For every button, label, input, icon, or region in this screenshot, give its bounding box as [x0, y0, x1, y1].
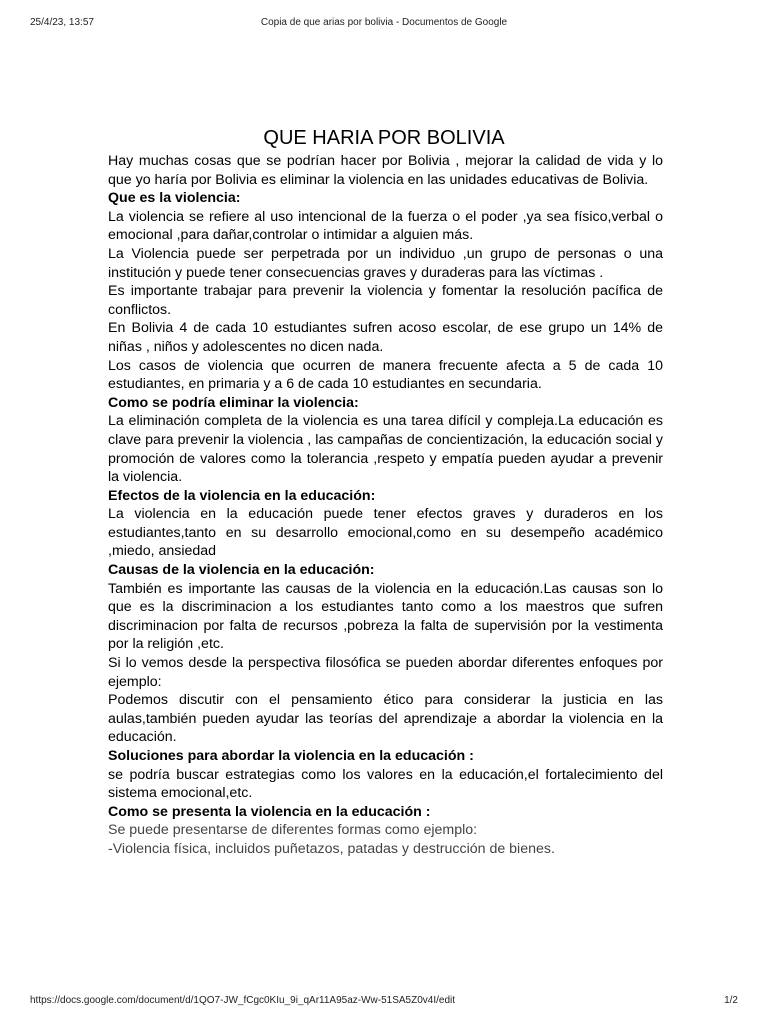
paragraph: Hay muchas cosas que se podrían hacer por Bolivia , mejorar la calidad de vida y lo que yo haría por Bolivia es eliminar la violencia en las unidades educativas de Bolivia.: [108, 153, 663, 188]
page-number: 1/2: [724, 995, 738, 1006]
list-item: -Violencia física, incluidos puñetazos, patadas y destrucción de bienes.: [108, 840, 555, 857]
section-heading: Soluciones para abordar la violencia en la educación :: [108, 748, 474, 764]
paragraph: Podemos discutir con el pensamiento ético para considerar la justicia en las aulas,también pueden ayudar las teorías del aprendizaje a abordar la violencia en la educación.: [108, 692, 663, 746]
paragraph: La Violencia puede ser perpetrada por un individuo ,un grupo de personas o una institución y puede tener consecuencias graves y duraderas para las víctimas .: [108, 245, 663, 281]
paragraph: En Bolivia 4 de cada 10 estudiantes sufren acoso escolar, de ese grupo un 14% de niñas , niños y adolescentes no dicen nada.: [108, 320, 663, 355]
paragraph: Es importante trabajar para prevenir la violencia y fomentar la resolución pacífica de conflictos.: [108, 283, 663, 318]
section-heading: Que es la violencia:: [108, 190, 241, 207]
document-body: [108, 152, 663, 859]
paragraph: se podría buscar estrategias como los valores en la educación,el fortalecimiento del sistema emocional,etc.: [108, 766, 663, 802]
paragraph: Los casos de violencia que ocurren de manera frecuente afecta a 5 de cada 10 estudiantes, en primaria y a 6 de cada 10 estudiantes en secundaria.: [108, 357, 663, 393]
paragraph: La eliminación completa de la violencia es una tarea difícil y compleja.La educación es clave para prevenir la violencia , las campañas de concientización, la educación social y promoción de valores como la tolerancia ,respeto y empatía pueden ayudar a prevenir la violencia.: [108, 413, 663, 486]
print-doc-title: Copia de que arias por bolivia - Documentos de Google: [260, 17, 508, 28]
paragraph: Si lo vemos desde la perspectiva filosófica se pueden abordar diferentes enfoques por ejemplo:: [108, 655, 663, 690]
print-datetime: 25/4/23, 13:57: [30, 17, 94, 28]
section-heading: Efectos de la violencia en la educación:: [108, 487, 376, 504]
section-heading: Causas de la violencia en la educación:: [108, 562, 375, 579]
paragraph: Se puede presentarse de diferentes formas como ejemplo:: [108, 822, 478, 839]
section-heading: Como se presenta la violencia en la educación :: [108, 803, 431, 820]
section-heading: Como se podría eliminar la violencia:: [108, 394, 359, 411]
paragraph: También es importante las causas de la violencia en la educación.Las causas son lo que es la discriminacion a los estudiantes tanto como a los maestros que sufren discriminacion por falta de recursos ,pobreza la falta de supervisión por la vestimenta por la religión ,etc.: [108, 580, 663, 653]
paragraph: La violencia se refiere al uso intencional de la fuerza o el poder ,ya sea físico,verbal o emocional ,para dañar,controlar o intimidar a alguien más.: [108, 208, 663, 244]
paragraph: La violencia en la educación puede tener efectos graves y duraderos en los estudiantes,tanto en su desarrollo emocional,como en su desempeño académico ,miedo, ansiedad: [108, 506, 663, 560]
document-title: QUE HARIA POR BOLIVIA: [263, 127, 505, 149]
print-url: https://docs.google.com/document/d/1QO7-JW_fCgc0KIu_9i_qAr11A95az-Ww-51SA5Z0v4I/edit: [30, 995, 456, 1006]
